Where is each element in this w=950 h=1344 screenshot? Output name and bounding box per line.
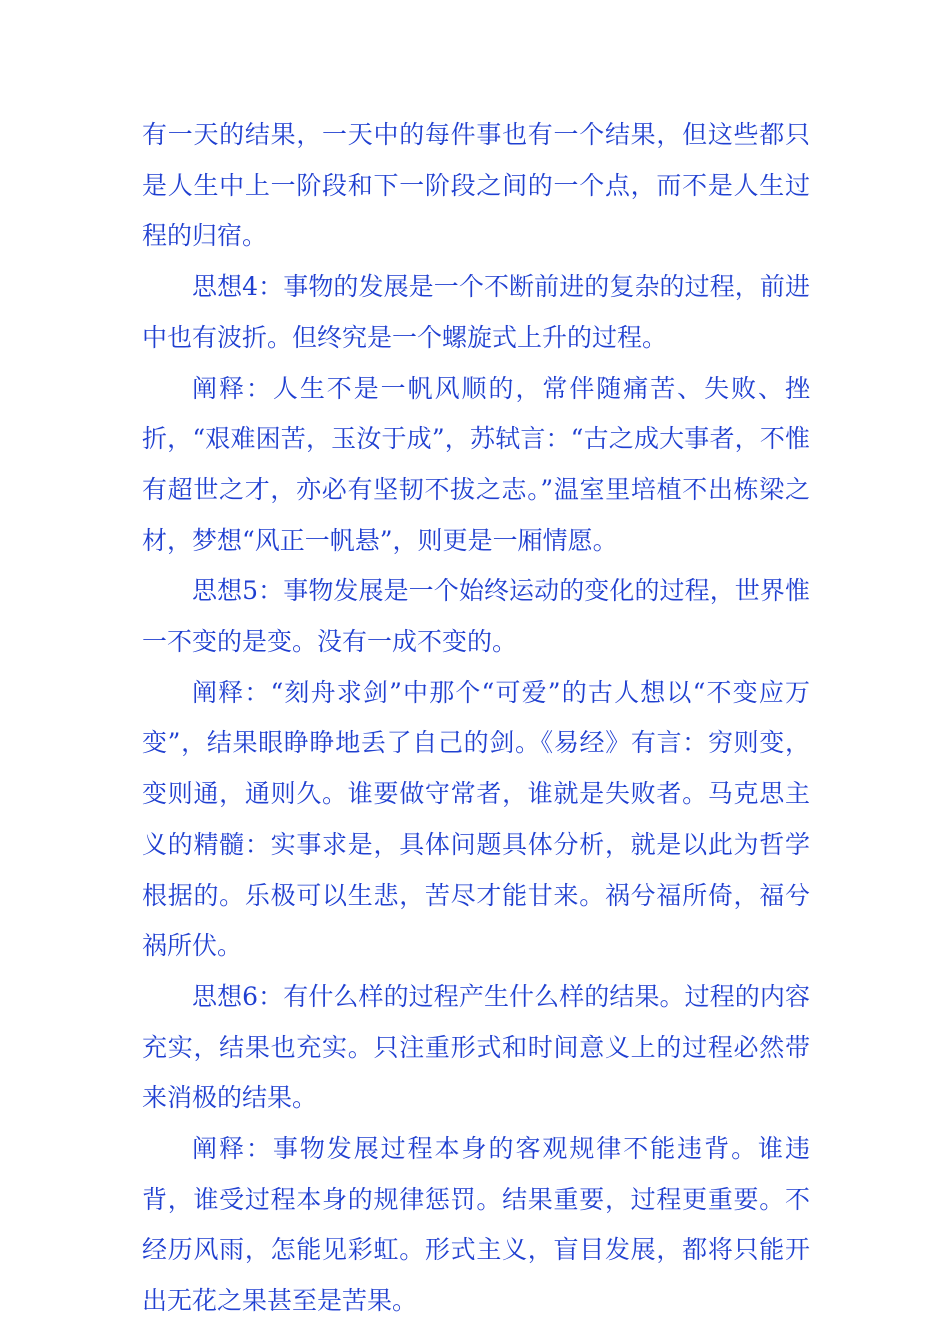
paragraph-thought-5: 思想5：事物发展是一个始终运动的变化的过程，世界惟一不变的是变。没有一成不变的。: [142, 576, 810, 657]
paragraph-thought-4: 思想4：事物的发展是一个不断前进的复杂的过程，前进中也有波折。但终究是一个螺旋式上升的过程。: [142, 272, 810, 352]
paragraph-explanation-6: 阐释：事物发展过程本身的客观规律不能违背。谁违背，谁受过程本身的规律惩罚。结果重要，过程更重要。不经历风雨，怎能见彩虹。形式主义，盲目发展，都将只能开出无花之果甚至是苦果。: [142, 1134, 810, 1316]
paragraph-thought-6: 思想6：有什么样的过程产生什么样的结果。过程的内容充实，结果也充实。只注重形式和时间意义上的过程必然带来消极的结果。: [142, 981, 810, 1113]
paragraph-explanation-4: 阐释：人生不是一帆风顺的，常伴随痛苦、失败、挫折，“艰难困苦，玉汝于成”，苏轼言：“古之成大事者，不惟有超世之才，亦必有坚韧不拔之志。”温室里培植不出栋梁之材，梦想“风正一帆悬”，则更是一厢情愿。: [142, 373, 810, 555]
paragraph-explanation-5: 阐释：“刻舟求剑”中那个“可爱”的古人想以“不变应万变”，结果眼睁睁地丢了自己的剑。《易经》有言：穷则变，变则通，通则久。谁要做守常者，谁就是失败者。马克思主义的精髓：实事求是，具体问题具体分析，就是以此为哲学根据的。乐极可以生悲，苦尽才能甘来。祸兮福所倚，福兮祸所伏。: [142, 677, 810, 961]
document-page: [142, 110, 810, 1327]
paragraph-continuation: 有一天的结果，一天中的每件事也有一个结果，但这些都只是人生中上一阶段和下一阶段之间的一个点，而不是人生过程的归宿。: [142, 120, 810, 251]
